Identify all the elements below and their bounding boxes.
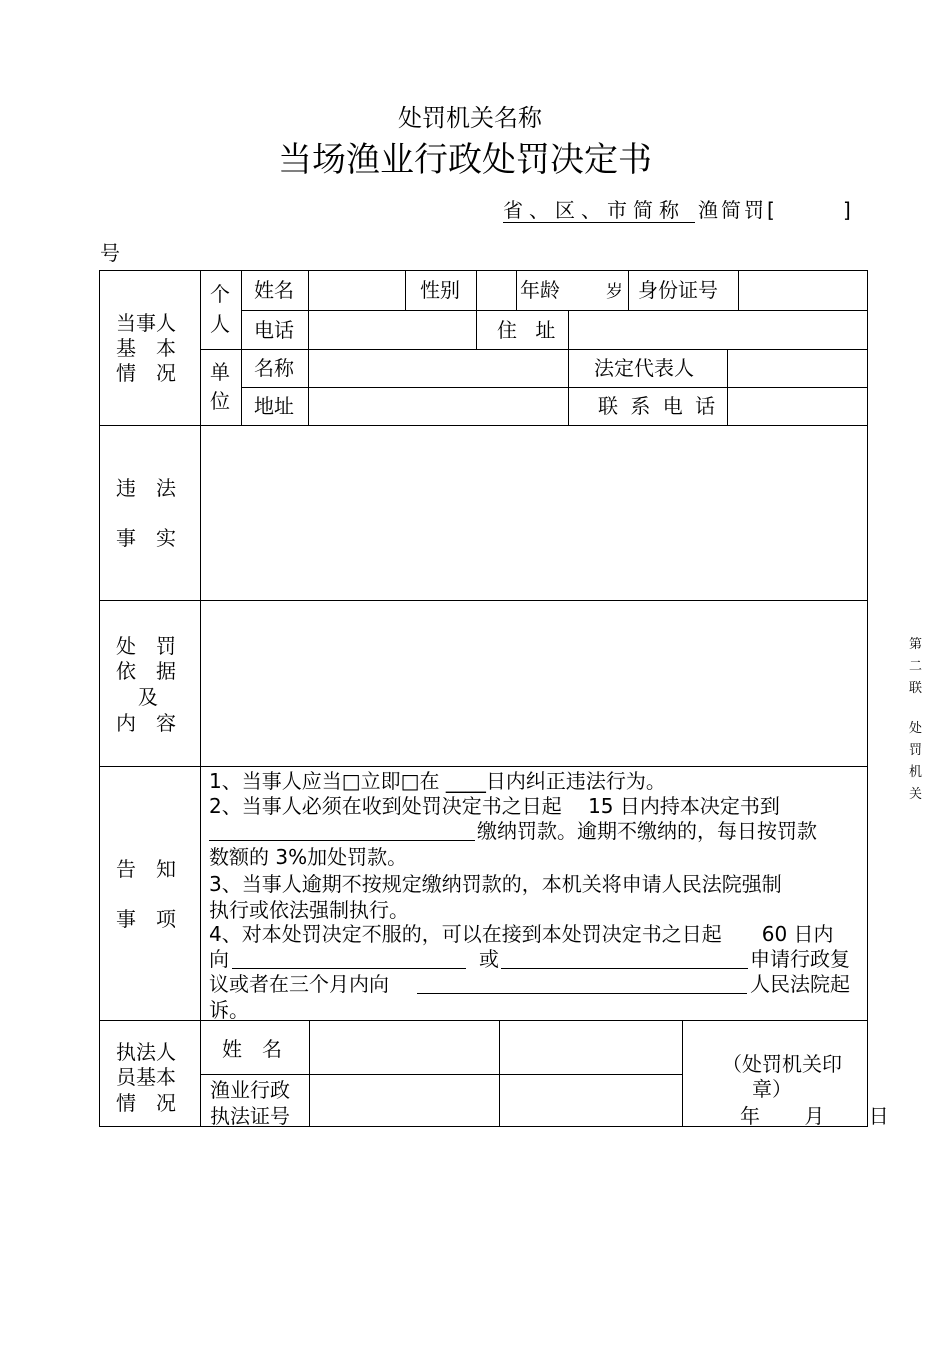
officers-label-line2: 员基本 bbox=[116, 1065, 176, 1089]
doc-number-prefix: 省、区、市简称 bbox=[503, 198, 685, 222]
review-agency-blank-2[interactable] bbox=[501, 968, 748, 969]
officers-label-line1: 执法人 bbox=[116, 1040, 176, 1064]
facts-label-line1: 违 法 bbox=[116, 476, 176, 500]
notice-item-4-end: 诉。 bbox=[209, 998, 249, 1022]
notice-item-2-cont: 缴纳罚款。逾期不缴纳的，每日按罚款 bbox=[477, 819, 817, 843]
age-unit: 岁 bbox=[606, 282, 623, 302]
court-blank[interactable] bbox=[417, 993, 747, 994]
party-label-line2: 基 本 bbox=[116, 336, 176, 360]
officer-1-cert-field[interactable] bbox=[311, 1076, 498, 1125]
gender-label: 性别 bbox=[420, 278, 460, 302]
facts-field[interactable] bbox=[202, 427, 866, 599]
page-title: 当场渔业行政处罚决定书 bbox=[278, 140, 652, 180]
unit-label-2: 位 bbox=[210, 389, 230, 413]
notice-item-2-end: 数额的 3%加处罚款。 bbox=[209, 845, 408, 869]
id-number-label: 身份证号 bbox=[638, 278, 718, 302]
payment-place-blank[interactable] bbox=[209, 840, 475, 841]
party-label-line1: 当事人 bbox=[116, 311, 176, 335]
notice-item-1: 1、当事人应当□立即□在 ____日内纠正违法行为。 bbox=[209, 769, 666, 793]
notice-item-4-or: 或 bbox=[479, 947, 499, 971]
officer-cert-label-line1: 渔业行政 bbox=[210, 1078, 290, 1102]
side-note-purpose-3: 机 bbox=[909, 765, 923, 780]
side-note-copy-2: 二 bbox=[909, 659, 923, 674]
notice-item-4-to: 向 bbox=[209, 947, 229, 971]
legal-representative-label: 法定代表人 bbox=[594, 356, 694, 380]
review-agency-blank-1[interactable] bbox=[232, 968, 466, 969]
side-note-copy-3: 联 bbox=[909, 681, 923, 696]
doc-number-end: ] bbox=[843, 198, 851, 222]
side-note-copy-1: 第 bbox=[909, 637, 923, 652]
phone-label: 电话 bbox=[254, 318, 294, 342]
seal-text-line1: （处罚机关印 bbox=[722, 1052, 842, 1076]
officer-2-cert-field[interactable] bbox=[501, 1076, 681, 1125]
agency-name: 处罚机关名称 bbox=[398, 104, 542, 132]
notice-label-line2: 事 项 bbox=[116, 907, 176, 931]
penalty-field[interactable] bbox=[202, 602, 866, 765]
officer-name-label: 姓 名 bbox=[222, 1037, 282, 1061]
doc-number-mid: 渔简罚[ bbox=[698, 198, 778, 222]
seal-text-line2: 章） bbox=[752, 1077, 792, 1101]
individual-label-2: 人 bbox=[210, 312, 230, 336]
officer-2-name-field[interactable] bbox=[501, 1022, 681, 1073]
contact-phone-label: 联 系 电 话 bbox=[598, 394, 719, 418]
notice-item-4-lawsuit: 议或者在三个月内向 bbox=[209, 972, 389, 996]
name-label: 姓名 bbox=[254, 278, 294, 302]
notice-item-4-review: 申请行政复 bbox=[750, 947, 850, 971]
side-note-purpose-2: 罚 bbox=[909, 743, 923, 758]
notice-item-4: 4、对本处罚决定不服的，可以在接到本处罚决定书之日起 60 日内 bbox=[209, 922, 834, 946]
officers-label-line3: 情 况 bbox=[116, 1091, 176, 1115]
unit-address-label: 地址 bbox=[254, 394, 294, 418]
doc-number-underline bbox=[503, 222, 695, 223]
facts-label-line2: 事 实 bbox=[116, 526, 176, 550]
notice-label-line1: 告 知 bbox=[116, 857, 176, 881]
individual-label-1: 个 bbox=[210, 282, 230, 306]
age-label: 年龄 bbox=[520, 278, 560, 302]
penalty-label-line3: 及 bbox=[138, 685, 158, 709]
party-label-line3: 情 况 bbox=[116, 361, 176, 385]
penalty-label-line2: 依 据 bbox=[116, 659, 176, 683]
side-note-purpose-1: 处 bbox=[909, 721, 923, 736]
address-label: 住 址 bbox=[497, 318, 562, 342]
date-text: 年 月 日 bbox=[740, 1104, 895, 1128]
penalty-label-line1: 处 罚 bbox=[116, 634, 176, 658]
officer-1-name-field[interactable] bbox=[311, 1022, 498, 1073]
side-note-purpose-4: 关 bbox=[909, 787, 923, 802]
officer-cert-label-line2: 执法证号 bbox=[210, 1104, 290, 1128]
doc-number-suffix: 号 bbox=[100, 241, 120, 265]
unit-label-1: 单 bbox=[210, 360, 230, 384]
unit-name-label: 名称 bbox=[254, 356, 294, 380]
penalty-label-line4: 内 容 bbox=[116, 711, 176, 735]
notice-item-4-court: 人民法院起 bbox=[750, 972, 850, 996]
notice-item-3-cont: 执行或依法强制执行。 bbox=[209, 898, 409, 922]
notice-item-3: 3、当事人逾期不按规定缴纳罚款的，本机关将申请人民法院强制 bbox=[209, 872, 782, 896]
notice-item-2: 2、当事人必须在收到处罚决定书之日起 15 日内持本决定书到 bbox=[209, 794, 780, 818]
